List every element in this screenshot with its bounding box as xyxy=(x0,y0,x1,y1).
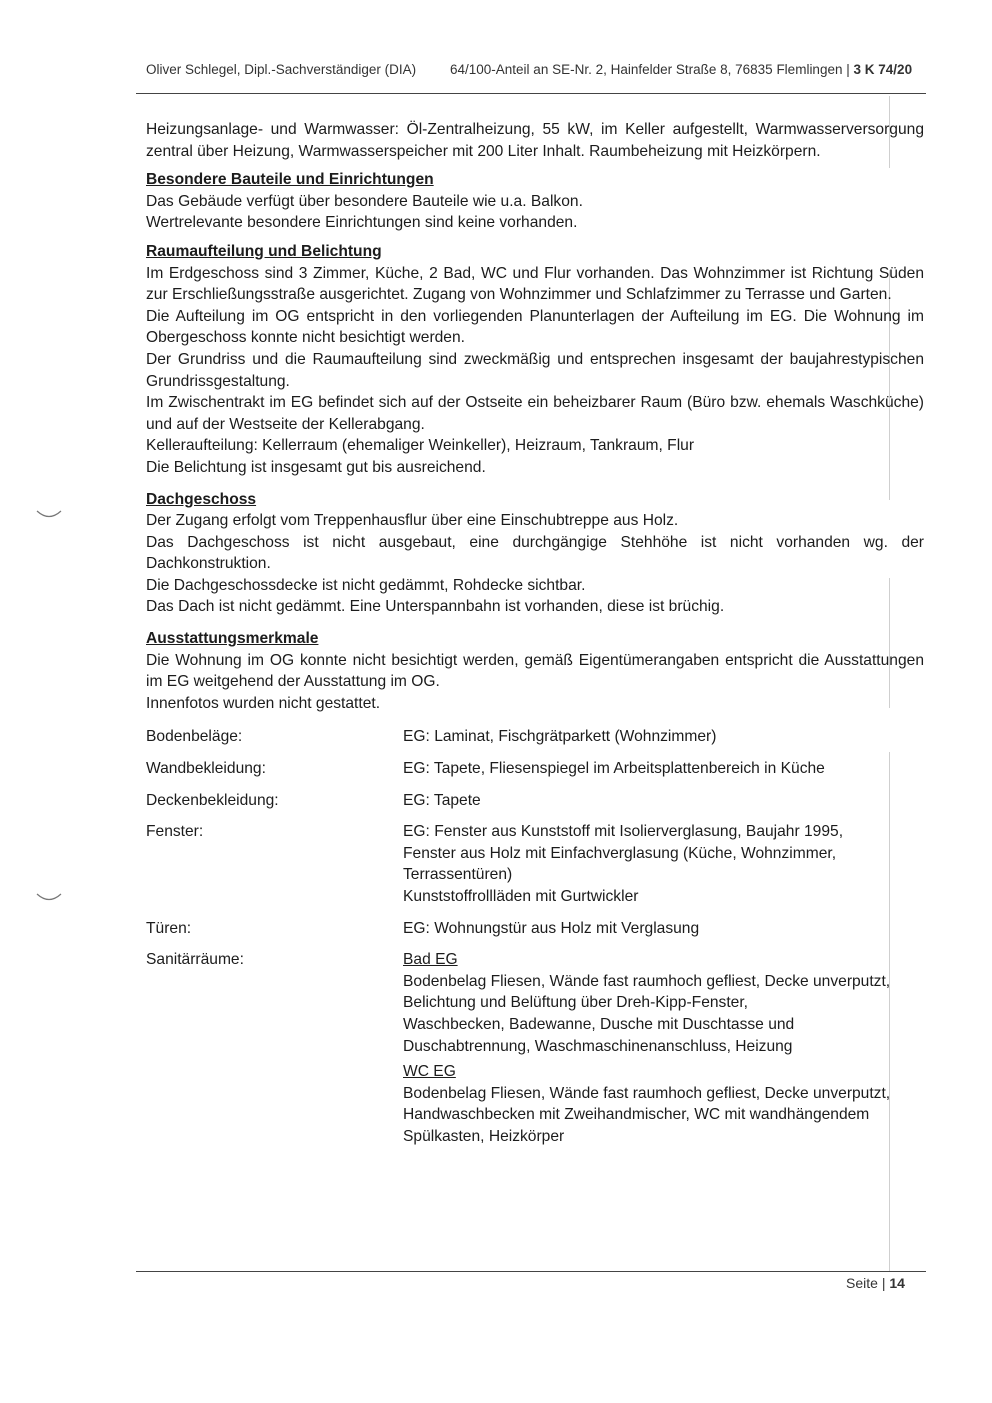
footer-rule xyxy=(136,1271,926,1272)
feature-label: Fenster: xyxy=(146,823,204,841)
feature-row xyxy=(146,949,924,1147)
bad-eg-line: Belichtung und Belüftung über Dreh-Kipp-Fenster, xyxy=(403,994,749,1012)
dach-paragraph: Das Dachgeschoss ist nicht ausgebaut, eine durchgängige Stehhöhe ist nicht vorhanden wg. der Dachkonstruktion. xyxy=(146,533,924,573)
feature-row xyxy=(146,821,924,907)
wc-eg-subheading: WC EG xyxy=(403,1063,456,1081)
feature-value: EG: Tapete, Fliesenspiegel im Arbeitsplattenbereich in Küche xyxy=(403,760,825,778)
feature-row xyxy=(146,918,924,940)
feature-label: Sanitärräume: xyxy=(146,951,244,969)
ausstattung-paragraph: Innenfotos wurden nicht gestattet. xyxy=(146,694,381,712)
heating-paragraph: Heizungsanlage- und Warmwasser: Öl-Zentralheizung, 55 kW, im Keller aufgestellt, Warmwasserversorgung zentral über Heizung, Warmwasserspeicher mit 200 Liter Inhalt. Raumbeheizung mit Heizkörpern. xyxy=(146,121,924,160)
header-rule xyxy=(136,93,926,94)
header-separator: | xyxy=(846,62,850,77)
section-heading-ausstattung: Ausstattungsmerkmale xyxy=(146,630,319,648)
header-property xyxy=(450,62,912,77)
footer-page-label: Seite xyxy=(846,1275,878,1291)
header-author: Oliver Schlegel, Dipl.-Sachverständiger (DIA) xyxy=(146,62,417,77)
feature-label: Bodenbeläge: xyxy=(146,728,243,746)
hole-punch-mark-icon xyxy=(36,510,62,520)
bad-eg-subheading: Bad EG xyxy=(403,951,458,969)
hole-punch-mark-icon xyxy=(36,893,62,903)
feature-label: Deckenbekleidung: xyxy=(146,791,279,809)
header-case-number: 3 K 74/20 xyxy=(853,62,913,77)
feature-value xyxy=(403,949,924,1147)
dach-paragraph: Der Zugang erfolgt vom Treppenhausflur über eine Einschubtreppe aus Holz. xyxy=(146,512,679,530)
section-heading-dachgeschoss: Dachgeschoss xyxy=(146,490,257,508)
dach-paragraph: Die Dachgeschossdecke ist nicht gedämmt, Rohdecke sichtbar. xyxy=(146,576,586,594)
wc-eg-line: Handwaschbecken mit Zweihandmischer, WC mit wandhängendem Spülkasten, Heizkörper xyxy=(403,1106,870,1145)
raum-paragraph: Der Grundriss und die Raumaufteilung sind zweckmäßig und entsprechen insgesamt der baujahrestypischen Grundrissgestaltung. xyxy=(146,350,924,390)
ausstattung-paragraph: Die Wohnung im OG konnte nicht besichtigt werden, gemäß Eigentümerangaben entspricht die Ausstattungen im EG weitgehend der Ausstattung im OG. xyxy=(146,651,924,691)
fenster-line: Kunststoffrollläden mit Gurtwickler xyxy=(403,888,639,905)
header-property-text: 64/100-Anteil an SE-Nr. 2, Hainfelder Straße 8, 76835 Flemlingen xyxy=(450,62,843,77)
page-footer xyxy=(846,1275,905,1291)
section-heading-bauteile: Besondere Bauteile und Einrichtungen xyxy=(146,171,434,189)
footer-separator: | xyxy=(881,1275,886,1291)
bad-eg-line: Bodenbelag Fliesen, Wände fast raumhoch gefliest, Decke unverputzt, xyxy=(403,972,891,990)
page-header xyxy=(146,62,926,84)
section-heading-raumaufteilung: Raumaufteilung und Belichtung xyxy=(146,242,382,260)
dach-paragraph: Das Dach ist nicht gedämmt. Eine Unterspannbahn ist vorhanden, diese ist brüchig. xyxy=(146,598,725,616)
feature-row xyxy=(146,758,924,780)
feature-row xyxy=(146,726,924,748)
feature-label: Wandbekleidung: xyxy=(146,760,266,778)
fenster-line: EG: Fenster aus Kunststoff mit Isolierverglasung, Baujahr 1995, Fenster aus Holz mit Einfachverglasung (Küche, Wohnzimmer, Terrassentüren) xyxy=(403,823,844,884)
raum-paragraph: Kelleraufteilung: Kellerraum (ehemaliger Weinkeller), Heizraum, Tankraum, Flur xyxy=(146,437,695,455)
raum-paragraph: Die Belichtung ist insgesamt gut bis ausreichend. xyxy=(146,458,486,476)
feature-value: EG: Laminat, Fischgrätparkett (Wohnzimmer) xyxy=(403,728,717,746)
feature-value: EG: Wohnungstür aus Holz mit Verglasung xyxy=(403,919,700,937)
bauteile-line: Wertrelevante besondere Einrichtungen sind keine vorhanden. xyxy=(146,214,578,232)
raum-paragraph: Im Erdgeschoss sind 3 Zimmer, Küche, 2 Bad, WC und Flur vorhanden. Das Wohnzimmer ist Richtung Süden zur Erschließungsstraße ausgerichtet. Zugang von Wohnzimmer und Schlafzimmer zu Terrasse und Garten. xyxy=(146,264,924,304)
raum-paragraph: Im Zwischentrakt im EG befindet sich auf der Ostseite ein beheizbarer Raum (Büro bzw. ehemals Waschküche) und auf der Westseite der Kellerabgang. xyxy=(146,394,924,433)
feature-row xyxy=(146,790,924,812)
footer-page-number: 14 xyxy=(889,1275,905,1291)
feature-value: EG: Tapete xyxy=(403,791,481,809)
raum-paragraph: Die Aufteilung im OG entspricht in den vorliegenden Planunterlagen der Aufteilung im EG. Die Wohnung im Obergeschoss konnte nicht besichtigt werden. xyxy=(146,307,924,347)
bad-eg-line: Waschbecken, Badewanne, Dusche mit Duschtasse und Duschabtrennung, Waschmaschinenanschluss, Heizung xyxy=(403,1015,795,1055)
bauteile-line: Das Gebäude verfügt über besondere Bauteile wie u.a. Balkon. xyxy=(146,192,583,210)
features-table xyxy=(146,726,924,1147)
page-body xyxy=(146,119,924,1158)
wc-eg-line: Bodenbelag Fliesen, Wände fast raumhoch gefliest, Decke unverputzt, xyxy=(403,1084,891,1102)
feature-label: Türen: xyxy=(146,919,192,937)
feature-value xyxy=(403,821,924,907)
